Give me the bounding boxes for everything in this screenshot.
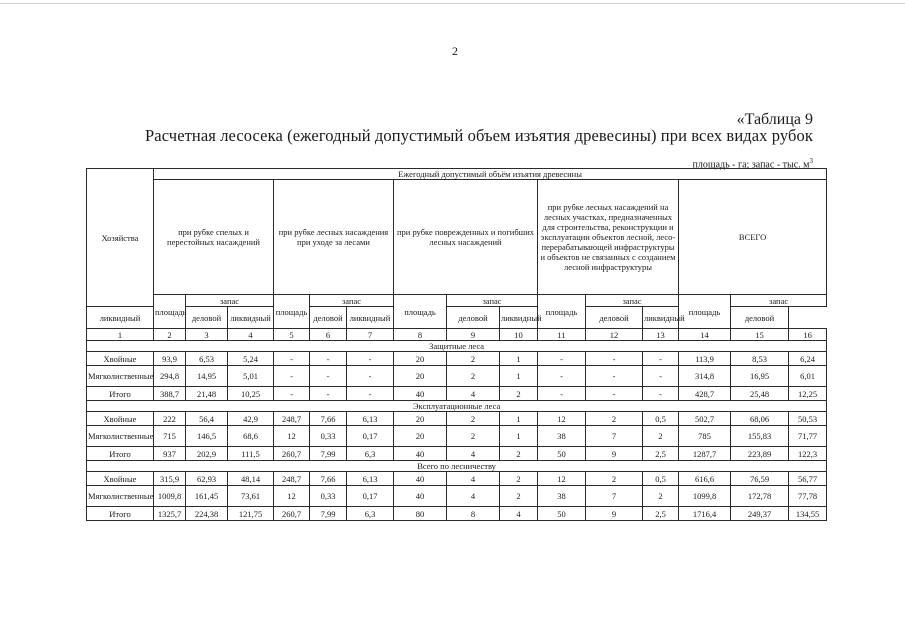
table-cell: 6,13: [347, 412, 394, 426]
table-row: [87, 426, 827, 447]
table-row: [87, 387, 827, 401]
table-cell: 76,59: [731, 472, 789, 486]
header-area-4: площадь: [538, 295, 586, 329]
table-cell: 1: [500, 426, 538, 447]
table-cell: 10,25: [228, 387, 274, 401]
table-cell: 6,01: [789, 366, 827, 387]
table-cell: 73,61: [228, 486, 274, 507]
section-row: [87, 341, 827, 352]
table-cell: -: [347, 352, 394, 366]
table-cell: 4: [500, 507, 538, 521]
table-cell: 93,9: [154, 352, 186, 366]
table-row: [87, 486, 827, 507]
header-business-3: деловой: [447, 307, 500, 329]
table-cell: 6,24: [789, 352, 827, 366]
table-cell: 25,48: [731, 387, 789, 401]
table-cell: 2,5: [643, 447, 679, 461]
table-cell: 2: [500, 447, 538, 461]
row-label: Хвойные: [87, 412, 154, 426]
table-cell: 77,78: [789, 486, 827, 507]
header-business-5: деловой: [731, 307, 789, 329]
table-cell: 1325,7: [154, 507, 186, 521]
header-group-care: при рубке лесных насаждения при уходе за лесами: [274, 180, 394, 295]
column-number: 11: [538, 329, 586, 341]
column-number-row: [87, 329, 827, 341]
table-cell: 1: [500, 366, 538, 387]
table-cell: 2: [500, 387, 538, 401]
table-cell: 202,9: [186, 447, 228, 461]
table-cell: -: [310, 387, 347, 401]
table-cell: 6,3: [347, 447, 394, 461]
table-cell: 111,5: [228, 447, 274, 461]
table-cell: 616,6: [679, 472, 731, 486]
column-number: 14: [679, 329, 731, 341]
header-liquid-3: ликвидный: [347, 307, 394, 329]
header-stock-1: запас: [186, 295, 274, 307]
units-sup: 3: [809, 157, 813, 165]
header-business-4: деловой: [586, 307, 643, 329]
header-business-2: деловой: [310, 307, 347, 329]
column-number: 4: [228, 329, 274, 341]
column-number: 8: [394, 329, 447, 341]
table-cell: 0,33: [310, 486, 347, 507]
header-area-2: площадь: [274, 295, 310, 329]
table-cell: 1099,8: [679, 486, 731, 507]
table-cell: 12: [274, 426, 310, 447]
table-cell: 6,53: [186, 352, 228, 366]
table-cell: 1287,7: [679, 447, 731, 461]
table-cell: 7: [586, 426, 643, 447]
row-label: Мягколиственные: [87, 486, 154, 507]
table-row: [87, 352, 827, 366]
table-cell: 249,37: [731, 507, 789, 521]
table-cell: 937: [154, 447, 186, 461]
table-cell: 248,7: [274, 472, 310, 486]
header-liquid-4: ликвидный: [500, 307, 538, 329]
column-number: 15: [731, 329, 789, 341]
header-stock-2: запас: [310, 295, 394, 307]
table-cell: 2: [643, 486, 679, 507]
table-cell: 7,99: [310, 507, 347, 521]
column-number: 12: [586, 329, 643, 341]
table-cell: 715: [154, 426, 186, 447]
table-cell: 1: [500, 352, 538, 366]
row-label: Хвойные: [87, 352, 154, 366]
table-cell: 785: [679, 426, 731, 447]
table-cell: -: [643, 352, 679, 366]
table-cell: 314,8: [679, 366, 731, 387]
header-group-damaged: при рубке поврежденных и погибших лесных насаждений: [394, 180, 538, 295]
table-label: «Таблица 9: [736, 111, 813, 128]
header-liquid-5: ликвидный: [643, 307, 679, 329]
table-cell: -: [586, 387, 643, 401]
table-cell: 2,5: [643, 507, 679, 521]
table-cell: 5,24: [228, 352, 274, 366]
table-cell: 502,7: [679, 412, 731, 426]
row-label: Итого: [87, 387, 154, 401]
table-cell: -: [643, 387, 679, 401]
table-cell: 12,25: [789, 387, 827, 401]
units-text: площадь - га; запас - тыс. м: [692, 159, 810, 171]
table-cell: -: [274, 387, 310, 401]
table-cell: 16,95: [731, 366, 789, 387]
table-cell: 68,06: [731, 412, 789, 426]
table-cell: 2: [447, 412, 500, 426]
table-cell: -: [310, 352, 347, 366]
table-row: [87, 366, 827, 387]
header-group-total: ВСЕГО: [679, 180, 827, 295]
table-cell: 161,45: [186, 486, 228, 507]
table-cell: 62,93: [186, 472, 228, 486]
table-cell: 224,38: [186, 507, 228, 521]
table-cell: 68,6: [228, 426, 274, 447]
table-cell: -: [538, 366, 586, 387]
column-number: 7: [347, 329, 394, 341]
column-number: 10: [500, 329, 538, 341]
table-cell: 71,77: [789, 426, 827, 447]
column-number: 5: [274, 329, 310, 341]
table-cell: 172,78: [731, 486, 789, 507]
table-row: [87, 472, 827, 486]
table-cell: 2: [447, 426, 500, 447]
table-cell: 20: [394, 352, 447, 366]
table-cell: 5,01: [228, 366, 274, 387]
header-liquid-1: ликвидный: [87, 307, 154, 329]
table-cell: 80: [394, 507, 447, 521]
forest-cut-table: [86, 168, 827, 521]
row-label: Итого: [87, 507, 154, 521]
table-cell: 1009,8: [154, 486, 186, 507]
header-area-5: площадь: [679, 295, 731, 329]
table-cell: 12: [538, 472, 586, 486]
table-cell: 294,8: [154, 366, 186, 387]
table-cell: -: [347, 366, 394, 387]
table-cell: 4: [447, 486, 500, 507]
table-cell: 4: [447, 472, 500, 486]
table-cell: 6,3: [347, 507, 394, 521]
table-cell: -: [538, 352, 586, 366]
row-label: Мягколиственные: [87, 366, 154, 387]
header-group-infrastructure: при рубке лесных насаждений на лесных участках, предназначенных для строительства, реконструкции и эксплуатации объектов лесной, лесо-перерабатывающей инфраструктуры и объектов не связанных с созданием лесной инфраструктуры: [538, 180, 679, 295]
table-cell: -: [586, 366, 643, 387]
table-cell: 155,83: [731, 426, 789, 447]
table-title: Расчетная лесосека (ежегодный допустимый объем изъятия древесины) при всех видах рубок: [145, 126, 813, 145]
table-cell: 2: [447, 366, 500, 387]
page-number: 2: [452, 44, 458, 58]
table-row: [87, 507, 827, 521]
table-cell: 134,55: [789, 507, 827, 521]
header-stock-3: запас: [447, 295, 538, 307]
table-cell: 8: [447, 507, 500, 521]
table-cell: 12: [274, 486, 310, 507]
table-cell: 2: [586, 412, 643, 426]
table-cell: 2: [500, 472, 538, 486]
table-cell: 7,66: [310, 472, 347, 486]
column-number: 16: [789, 329, 827, 341]
table-cell: 2: [643, 426, 679, 447]
section-title: Защитные леса: [87, 341, 827, 352]
table-cell: 40: [394, 387, 447, 401]
table-cell: 38: [538, 486, 586, 507]
table-cell: 50: [538, 447, 586, 461]
column-number: 13: [643, 329, 679, 341]
header-annual: Ежегодный допустимый объём изъятия древесины: [154, 169, 827, 180]
table-cell: 9: [586, 447, 643, 461]
table-cell: 121,75: [228, 507, 274, 521]
table-cell: 0,17: [347, 486, 394, 507]
table-cell: 146,5: [186, 426, 228, 447]
table-cell: 2: [586, 472, 643, 486]
table-cell: 20: [394, 426, 447, 447]
table-cell: -: [643, 366, 679, 387]
table-cell: 113,9: [679, 352, 731, 366]
table-cell: 122,3: [789, 447, 827, 461]
section-row: [87, 401, 827, 412]
column-number: 1: [87, 329, 154, 341]
table-cell: 9: [586, 507, 643, 521]
table-cell: 0,33: [310, 426, 347, 447]
table-cell: 4: [447, 447, 500, 461]
header-area-3: площадь: [394, 295, 447, 329]
table-row: [87, 412, 827, 426]
column-number: 6: [310, 329, 347, 341]
table-cell: 2: [500, 486, 538, 507]
table-cell: 40: [394, 472, 447, 486]
section-title: Всего по лесничеству: [87, 461, 827, 472]
table-cell: -: [538, 387, 586, 401]
table-cell: 7: [586, 486, 643, 507]
table-cell: -: [586, 352, 643, 366]
table-cell: 388,7: [154, 387, 186, 401]
table-cell: 50: [538, 507, 586, 521]
section-row: [87, 461, 827, 472]
table-cell: 0,5: [643, 472, 679, 486]
table-cell: 2: [447, 352, 500, 366]
row-label: Итого: [87, 447, 154, 461]
table-cell: 260,7: [274, 447, 310, 461]
column-number: 3: [186, 329, 228, 341]
header-liquid-2: ликвидный: [228, 307, 274, 329]
table-cell: 428,7: [679, 387, 731, 401]
table-cell: 4: [447, 387, 500, 401]
table-cell: 6,13: [347, 472, 394, 486]
table-cell: 222: [154, 412, 186, 426]
table-cell: 315,9: [154, 472, 186, 486]
table-cell: 7,66: [310, 412, 347, 426]
header-stock-4: запас: [586, 295, 679, 307]
table-cell: 40: [394, 486, 447, 507]
table-cell: 42,9: [228, 412, 274, 426]
table-cell: 1: [500, 412, 538, 426]
header-group-mature: при рубке спелых и перестойных насаждений: [154, 180, 274, 295]
table-cell: 7,99: [310, 447, 347, 461]
header-farm: Хозяйства: [87, 169, 154, 307]
table-cell: 50,53: [789, 412, 827, 426]
table-row: [87, 447, 827, 461]
table-cell: 20: [394, 412, 447, 426]
table-cell: 56,77: [789, 472, 827, 486]
page-top-edge: [0, 3, 905, 4]
header-area-1: площадь: [154, 295, 186, 329]
table-cell: -: [310, 366, 347, 387]
table-cell: 21,48: [186, 387, 228, 401]
table-cell: 0,17: [347, 426, 394, 447]
table-cell: 38: [538, 426, 586, 447]
header-business-1: деловой: [186, 307, 228, 329]
column-number: 9: [447, 329, 500, 341]
table-cell: -: [274, 366, 310, 387]
header-stock-5: запас: [731, 295, 827, 307]
table-cell: 40: [394, 447, 447, 461]
table-cell: 0,5: [643, 412, 679, 426]
table-cell: -: [347, 387, 394, 401]
table-cell: 48,14: [228, 472, 274, 486]
column-number: 2: [154, 329, 186, 341]
table-cell: 248,7: [274, 412, 310, 426]
table-cell: 8,53: [731, 352, 789, 366]
table-cell: 14,95: [186, 366, 228, 387]
table-cell: 56,4: [186, 412, 228, 426]
table-cell: 1716,4: [679, 507, 731, 521]
row-label: Мягколиственные: [87, 426, 154, 447]
table-cell: 223,89: [731, 447, 789, 461]
table-cell: 12: [538, 412, 586, 426]
table-cell: 260,7: [274, 507, 310, 521]
row-label: Хвойные: [87, 472, 154, 486]
table-cell: -: [274, 352, 310, 366]
table-cell: 20: [394, 366, 447, 387]
section-title: Эксплуатационные леса: [87, 401, 827, 412]
